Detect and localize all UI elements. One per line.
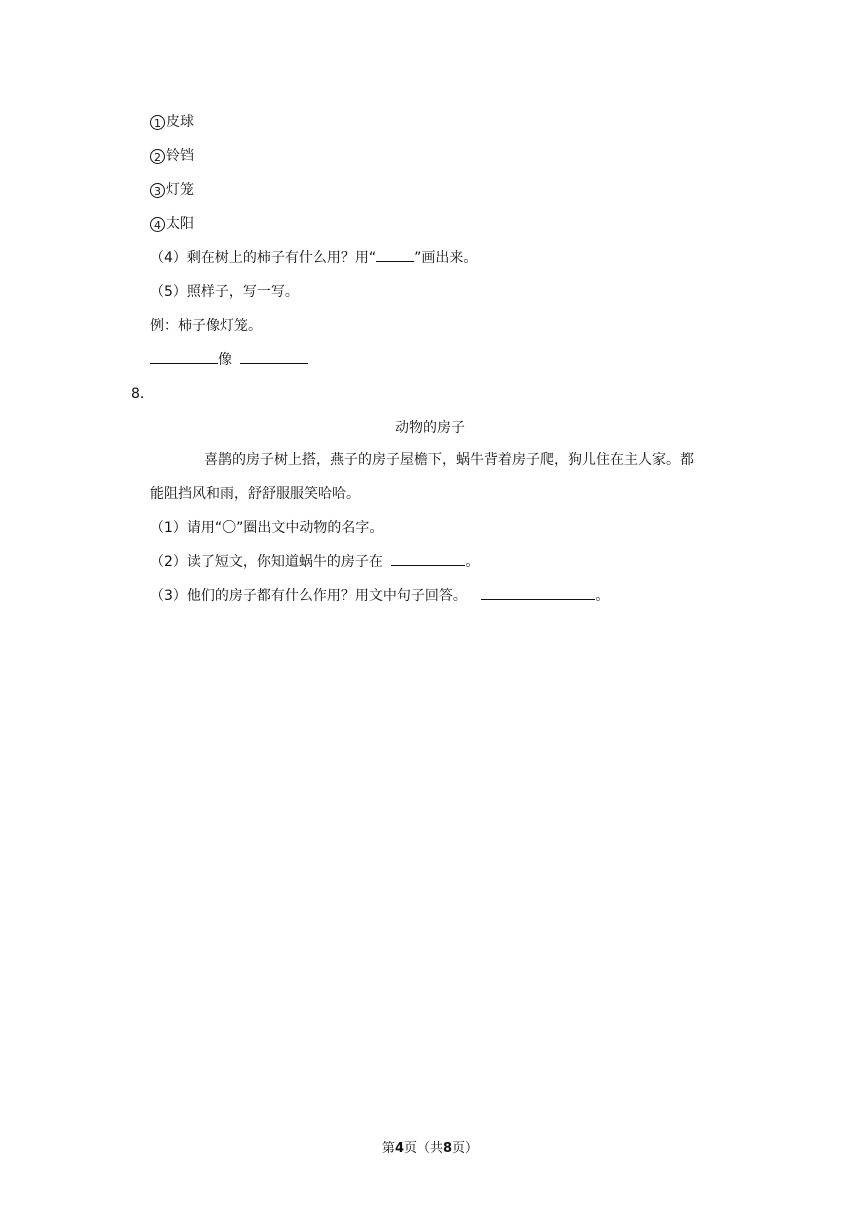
- page-footer: [0, 1140, 860, 1158]
- option-text: 皮球: [166, 114, 194, 130]
- answer-blank[interactable]: [481, 587, 595, 600]
- answer-blank[interactable]: [391, 553, 465, 566]
- passage-title: 动物的房子: [395, 420, 465, 436]
- option-text: 太阳: [166, 216, 194, 232]
- question-number: 8．: [131, 386, 154, 402]
- sub-question-5: （5）照样子，写一写。: [150, 284, 299, 300]
- underline-mark: [376, 249, 414, 262]
- sub-question-3-text: （3）他们的房子都有什么作用？用文中句子回答。: [150, 588, 467, 604]
- sub-question-3: [150, 587, 609, 605]
- footer-suffix: 页）: [452, 1141, 479, 1156]
- passage-line-1: 喜鹊的房子树上搭，燕子的房子屋檐下，蜗牛背着房子爬，狗儿住在主人家。都: [204, 452, 694, 468]
- option-2: [150, 147, 194, 165]
- option-3: [150, 181, 194, 199]
- sub-question-4: [150, 249, 477, 267]
- option-4: [150, 215, 194, 233]
- fill-in-comparison: [150, 351, 308, 369]
- answer-blank[interactable]: [150, 351, 218, 364]
- passage-line-2: 能阻挡风和雨，舒舒服服笑哈哈。: [150, 486, 360, 502]
- compare-word: 像: [218, 352, 232, 368]
- option-number: 3: [150, 183, 165, 198]
- option-number: 4: [150, 217, 165, 232]
- option-number: 1: [150, 115, 165, 130]
- sub-question-1: （1）请用“〇”圈出文中动物的名字。: [150, 520, 384, 536]
- sub-question-2-end: 。: [465, 554, 480, 570]
- sub-question-4-text-end: ”画出来。: [414, 250, 478, 266]
- option-text: 灯笼: [166, 182, 194, 198]
- sub-question-3-end: 。: [595, 588, 610, 604]
- option-1: [150, 113, 194, 131]
- footer-mid: 页（共: [403, 1141, 443, 1156]
- example-sentence: 例：柿子像灯笼。: [150, 318, 262, 334]
- current-page: 4: [394, 1141, 404, 1156]
- option-number: 2: [150, 149, 165, 164]
- sub-question-2-text: （2）读了短文，你知道蜗牛的房子在: [150, 554, 383, 570]
- sub-question-4-text: （4）剩在树上的柿子有什么用？用“: [150, 250, 377, 266]
- option-text: 铃铛: [166, 148, 194, 164]
- footer-prefix: 第: [381, 1141, 395, 1156]
- answer-blank[interactable]: [240, 351, 308, 364]
- total-pages: 8: [443, 1141, 453, 1156]
- sub-question-2: [150, 553, 479, 571]
